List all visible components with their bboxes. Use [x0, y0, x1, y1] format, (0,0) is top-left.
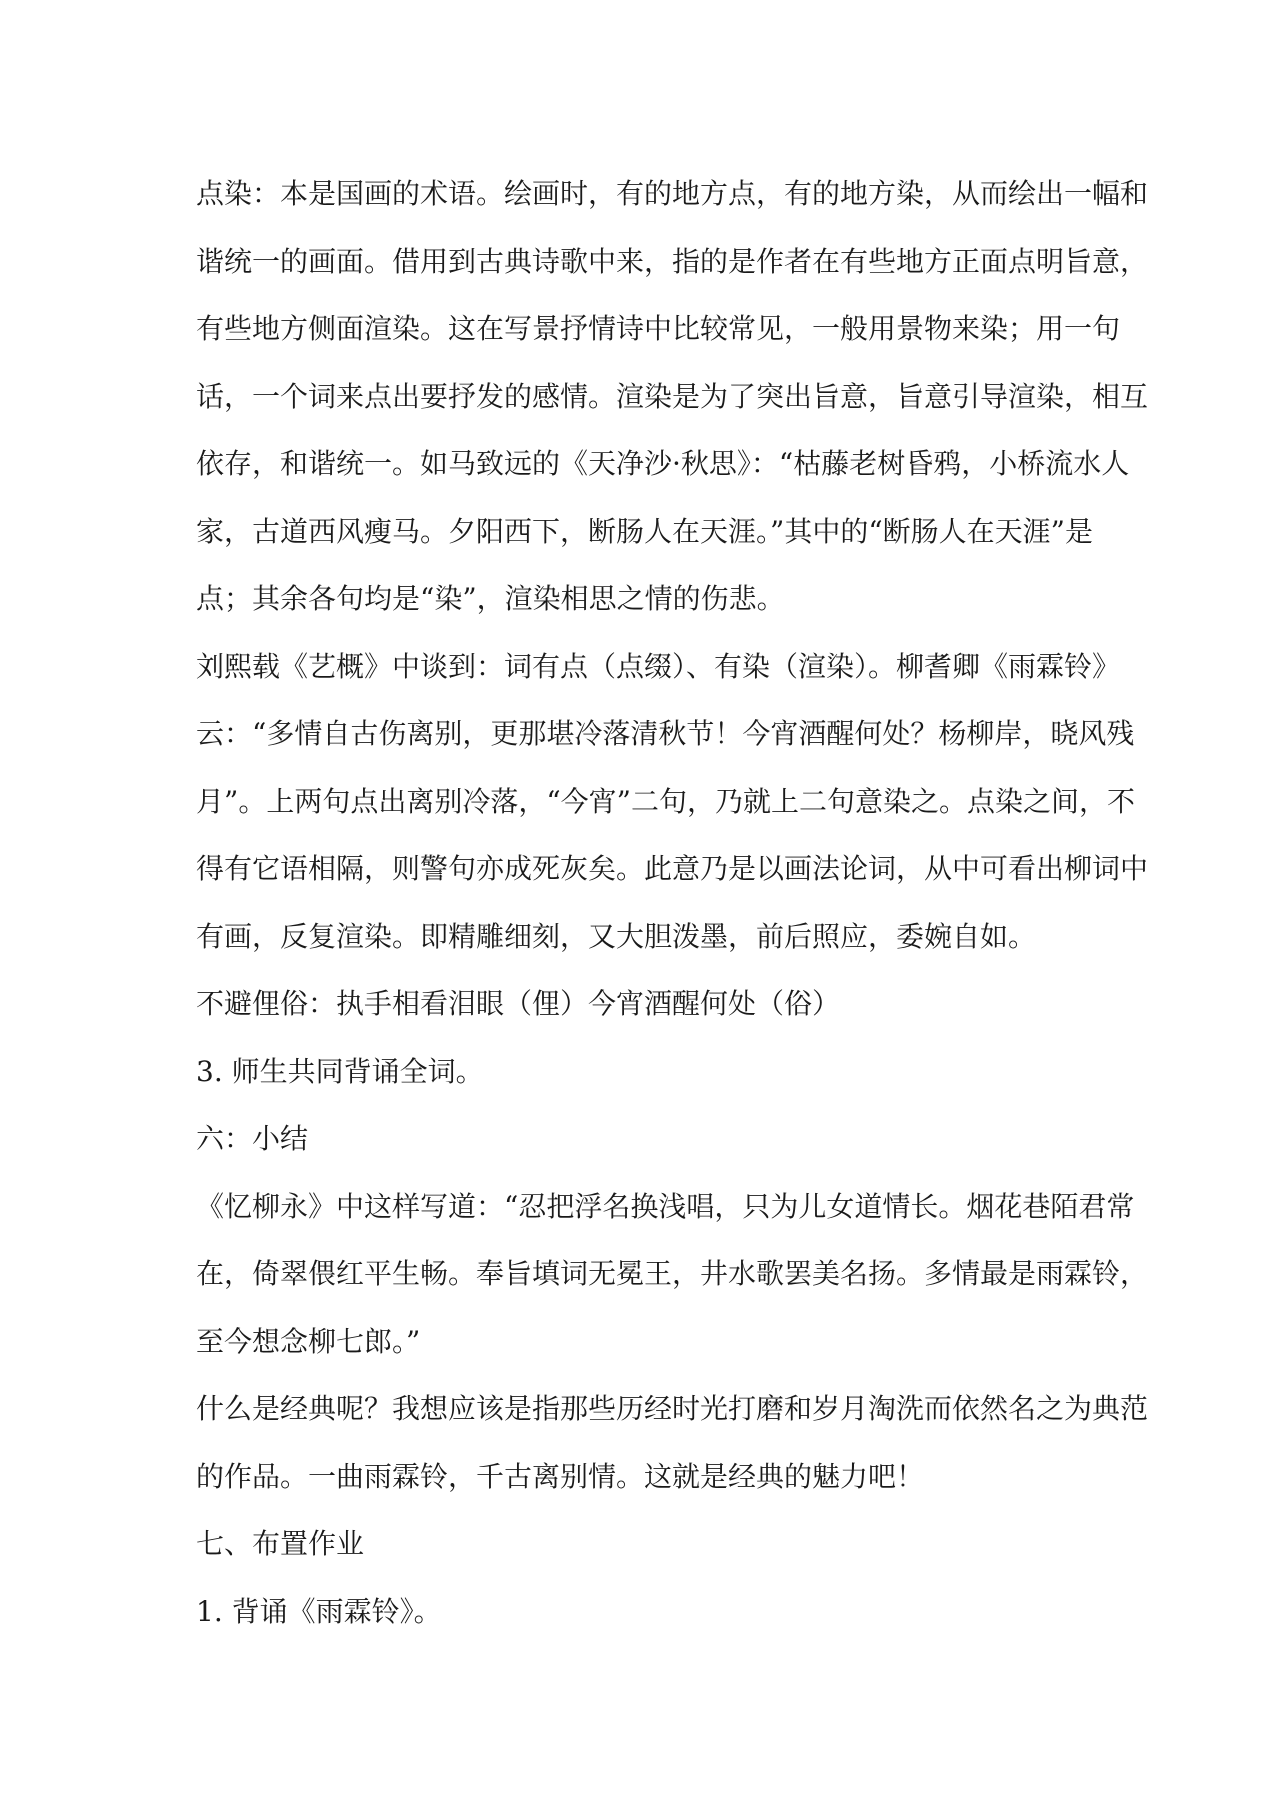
text-line: 家，古道西风瘦马。夕阳西下，断肠人在天涯。”其中的“断肠人在天涯”是	[196, 514, 1093, 548]
text-line: 依存，和谐统一。如马致远的《天净沙·秋思》：“枯藤老树昏鸦，小桥流水人	[196, 447, 1130, 480]
heading-summary	[196, 1105, 1086, 1173]
text-line: 有画，反复渲染。即精雕细刻，又大胆泼墨，前后照应，委婉自如。	[196, 919, 1037, 953]
text-line: 月”。上两句点出离别冷落，“今宵”二句，乃就上二句意染之。点染之间，不	[196, 784, 1135, 818]
text-line: 不避俚俗：执手相看泪眼（俚）今宵酒醒何处（俗）	[196, 987, 841, 1020]
paragraph-homework-1	[196, 1578, 1086, 1646]
paragraph-dianran-definition	[196, 160, 1149, 633]
text-line: 至今想念柳七郎。”	[196, 1324, 421, 1358]
text-line: 七、布置作业	[196, 1527, 365, 1560]
text-line: 3. 师生共同背诵全词。	[196, 1054, 484, 1088]
text-line: 点；其余各句均是“染”，渲染相思之情的伤悲。	[196, 582, 785, 615]
paragraph-classic	[196, 1375, 1149, 1510]
text-line: 有些地方侧面渲染。这在写景抒情诗中比较常见，一般用景物来染；用一句	[196, 312, 1121, 345]
text-line: 点染：本是国画的术语。绘画时，有的地方点，有的地方染，从而绘出一幅和	[196, 177, 1149, 210]
text-line: 《忆柳永》中这样写道：“忍把浮名换浅唱，只为儿女道情长。烟花巷陌君常	[196, 1189, 1135, 1223]
text-line: 谐统一的画面。借用到古典诗歌中来，指的是作者在有些地方正面点明旨意，	[196, 244, 1149, 278]
paragraph-yi-liuyong	[196, 1173, 1149, 1376]
text-line: 什么是经典呢？我想应该是指那些历经时光打磨和岁月淘洗而依然名之为典范	[196, 1392, 1149, 1425]
text-line: 得有它语相隔，则警句亦成死灰矣。此意乃是以画法论词，从中可看出柳词中	[196, 852, 1149, 885]
paragraph-bubi-liyu	[196, 970, 1086, 1038]
paragraph-liu-xizai	[196, 633, 1149, 971]
text-line: 的作品。一曲雨霖铃，千古离别情。这就是经典的魅力吧！	[196, 1459, 925, 1493]
heading-homework	[196, 1510, 1086, 1578]
text-line: 话，一个词来点出要抒发的感情。渲染是为了突出旨意，旨意引导渲染，相互	[196, 379, 1149, 413]
document-page	[196, 160, 1149, 1645]
text-line: 在，倚翠偎红平生畅。奉旨填词无冕王，井水歌罢美名扬。多情最是雨霖铃，	[196, 1257, 1149, 1290]
text-line: 1. 背诵《雨霖铃》。	[196, 1594, 442, 1628]
paragraph-recite-together	[196, 1038, 1086, 1106]
text-line: 刘熙载《艺概》中谈到：词有点（点缀）、有染（渲染）。柳耆卿《雨霖铃》	[196, 649, 1121, 683]
text-line: 云：“多情自古伤离别，更那堪冷落清秋节！今宵酒醒何处？杨柳岸，晓风残	[196, 717, 1135, 750]
text-line: 六：小结	[196, 1122, 309, 1155]
